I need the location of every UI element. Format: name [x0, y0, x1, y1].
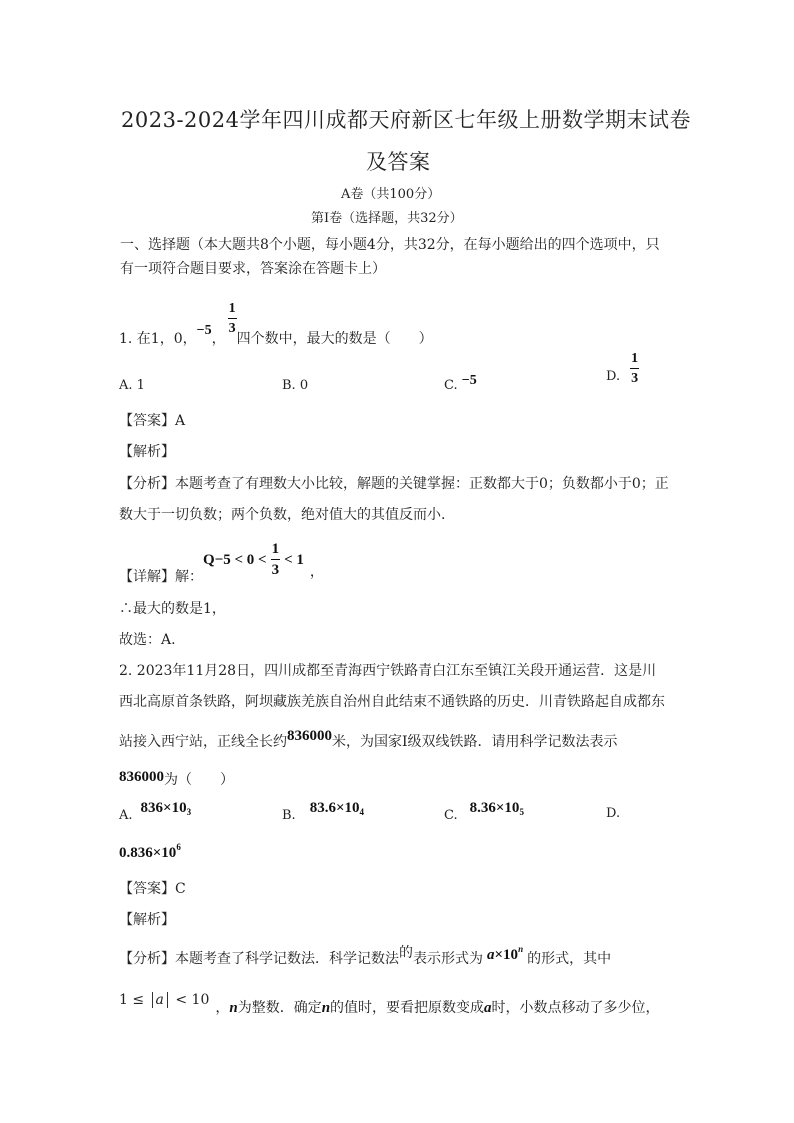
q1-stem	[119, 290, 433, 348]
q1-detail-label: 【详解】解：	[119, 569, 203, 585]
q1-stem-prefix: 1. 在1，0，	[119, 331, 197, 347]
q1-fraction-denominator: 3	[228, 321, 236, 336]
q2-stem-line3-prefix: 站接入西宁站，正线全长约	[119, 734, 287, 750]
q1-option-b-label: B.	[282, 378, 296, 393]
document-title: 2023-2024学年四川成都天府新区七年级上册数学期末试卷	[121, 108, 691, 132]
q2-abs-value	[152, 992, 168, 1008]
q1-option-d-denominator: 3	[631, 371, 639, 386]
part-one-heading: 第Ⅰ卷（选择题，共32分）	[311, 211, 463, 226]
q2-stem-line4	[119, 766, 234, 786]
q2-stem-line1: 2. 2023年11月28日，四川成都至青海西宁铁路青白江东至镇江关段开通运营．这是川	[119, 663, 657, 679]
q1-neg-five: −5	[196, 323, 212, 338]
q1-fraction	[228, 302, 237, 336]
q1-option-c-label: C.	[444, 378, 458, 393]
q1-comma: ，	[211, 331, 226, 347]
q1-detail-comma: ，	[309, 564, 324, 580]
q2-abs-a: a	[155, 992, 164, 1008]
q2-analysis-formula-x10: ×10	[494, 947, 519, 963]
section-instruction-line1: 一、选择题（本大题共8个小题，每小题4分，共32分，在每小题给出的四个选项中，只	[120, 237, 660, 253]
q1-detail-fraction-denominator: 3	[271, 562, 280, 578]
q1-analysis-line1: 【分析】本题考查了有理数大小比较，解题的关键掌握：正数都大于0；负数都小于0；正	[119, 476, 669, 492]
q2-option-b-mantissa: 83.6×10	[309, 800, 360, 816]
q2-option-b-exponent: 4	[359, 807, 364, 817]
q2-option-c-label: C.	[444, 808, 458, 823]
q2-last-a: a	[484, 1000, 492, 1016]
q2-option-a-label: A.	[119, 808, 133, 823]
q2-analysis-line1	[119, 944, 612, 968]
q1-detail-fraction-numerator: 1	[271, 542, 281, 560]
q2-analysis-formula-a: a	[487, 947, 495, 963]
q1-choose: 故选：A.	[119, 632, 176, 648]
q1-option-b	[282, 378, 308, 393]
section-a-heading: A卷（共100分）	[341, 187, 441, 202]
q1-option-d-label: D.	[606, 369, 621, 384]
q2-analysis-line2	[119, 992, 660, 1017]
q2-analysis-prefix: 【分析】本题考查了科学记数法．科学记数法	[119, 951, 399, 967]
q2-inequality	[119, 992, 209, 1008]
q2-inequality-right: < 10	[175, 992, 210, 1008]
q1-detail-fraction	[271, 542, 281, 578]
q1-option-d-numerator: 1	[630, 352, 639, 369]
q2-analysis-de: 的	[399, 945, 413, 961]
q1-answer: 【答案】A	[119, 413, 186, 429]
q1-option-a-label: A.	[119, 378, 133, 393]
q1-fraction-numerator: 1	[228, 302, 237, 319]
q2-last-comma: ，	[215, 1000, 230, 1016]
q2-analysis-mid: 表示形式为	[413, 951, 483, 967]
q2-analysis-formula	[487, 944, 523, 964]
q1-option-d-fraction	[630, 352, 639, 386]
q2-analysis-formula-n: n	[518, 944, 524, 954]
q1-option-d	[606, 352, 639, 386]
q2-analysis-suffix: 的形式，其中	[527, 951, 612, 967]
q1-option-a	[119, 378, 145, 393]
q2-last-n2: n	[321, 1000, 331, 1016]
q1-detail-math-right: < 1	[284, 551, 304, 568]
q1-conclusion: ∴最大的数是1，	[119, 601, 226, 617]
q2-last-n1: n	[229, 1000, 238, 1016]
q1-detail-math-left: Q−5 < 0 <	[203, 551, 267, 568]
q2-option-c-exponent: 5	[519, 807, 524, 817]
q2-stem-line4-suffix: 为（ ）	[164, 772, 234, 788]
q2-option-d-mantissa: 0.836×10	[119, 845, 177, 861]
q2-stem-line2: 西北高原首条铁路，阿坝藏族羌族自治州自此结束不通铁路的历史．川青铁路起自成都东	[119, 694, 665, 710]
q2-option-b	[282, 800, 364, 823]
q2-answer: 【答案】C	[119, 881, 186, 897]
q2-option-d-exponent: 6	[176, 842, 181, 852]
q1-analysis-line2: 数大于一切负数；两个负数，绝对值大的其值反而小.	[119, 507, 446, 523]
q2-last-text3: 时，小数点移动了多少位，	[491, 1000, 660, 1016]
q1-option-a-value: 1	[136, 378, 145, 393]
section-instruction-line2: 有一项符合题目要求，答案涂在答题卡上）	[120, 261, 386, 277]
q1-option-b-value: 0	[299, 378, 309, 393]
q1-detail-math	[203, 539, 324, 581]
q1-option-c	[444, 373, 477, 394]
q2-option-a	[119, 800, 192, 823]
q2-analysis-heading: 【解析】	[119, 912, 175, 928]
q2-inequality-left: 1 ≤	[119, 992, 145, 1008]
q2-last-text1: 为整数．确定	[237, 1000, 322, 1016]
q2-option-a-exponent: 3	[186, 807, 192, 817]
q1-analysis-heading: 【解析】	[119, 444, 175, 460]
q2-option-c-mantissa: 8.36×10	[469, 800, 520, 816]
q2-stem-line3-suffix: 米，为国家Ⅰ级双线铁路．请用科学记数法表示	[332, 734, 618, 750]
q2-option-d	[119, 842, 181, 862]
q2-stem-line3	[119, 728, 618, 751]
q2-stem-line4-number: 836000	[119, 769, 164, 785]
q2-option-d-label: D.	[606, 806, 621, 821]
q1-option-c-value: −5	[461, 373, 477, 388]
q2-stem-line3-number: 836000	[287, 728, 332, 744]
q2-option-b-label: B.	[282, 808, 296, 823]
q2-last-text2: 的值时，要看把原数变成	[330, 1000, 485, 1016]
document-title-line2: 及答案	[366, 150, 431, 174]
q1-stem-suffix: 四个数中，最大的数是（ ）	[236, 331, 433, 347]
q2-option-c	[444, 800, 524, 823]
q2-option-a-mantissa: 836×10	[140, 800, 187, 816]
